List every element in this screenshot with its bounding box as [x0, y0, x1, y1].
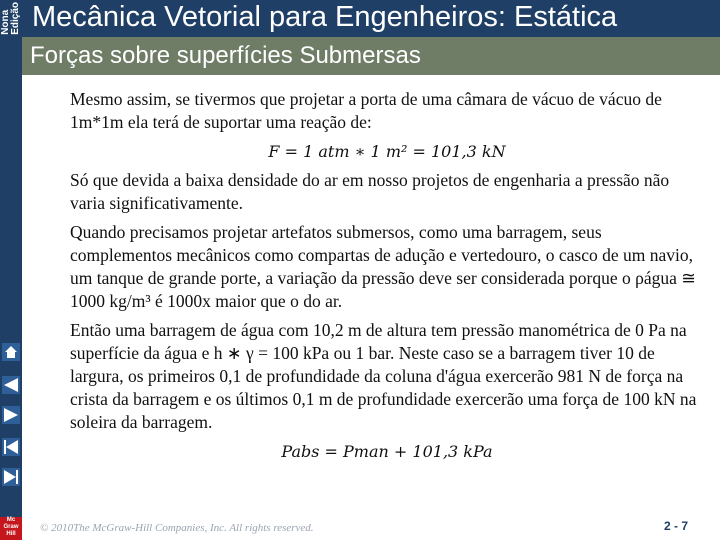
equation-2: Pabs = Pman + 101,3 kPa	[281, 442, 493, 461]
mcgraw-hill-logo	[0, 517, 22, 540]
left-sidebar	[0, 0, 22, 540]
last-icon[interactable]	[2, 468, 20, 486]
slide-content	[70, 88, 704, 469]
paragraph-2: Só que devida a baixa densidade do ar em nosso projetos de engenharia a pressão não varia significativamente.	[70, 170, 670, 213]
page-number: 2 - 7	[664, 519, 689, 533]
previous-icon[interactable]	[2, 376, 20, 394]
first-icon[interactable]	[2, 438, 20, 456]
paragraph-4: Então uma barragem de água com 10,2 m de altura tem pressão manométrica de 0 Pa na superfície da água e h ∗ γ = 100 kPa ou 1 bar. Neste caso se a barragem tiver 10 de largura, os primeiros 0,1 de profundidade da coluna d'água exercerão 981 N de força na crista da barragem e os últimos 0,1 m de profundidade exercerão uma força de 100 kN na soleira da barragem.	[70, 320, 697, 432]
edition-label	[0, 0, 22, 60]
copyright-footer: © 2010The McGraw-Hill Companies, Inc. All rights reserved.	[40, 522, 314, 534]
next-icon[interactable]	[2, 406, 20, 424]
paragraph-3: Quando precisamos projetar artefatos submersos, como uma barragem, seus complementos mecânicos como compartas de adução e vertedouro, o casco de um navio, um tanque de grande porte, a variação da pressão deve ser considerada porque o ρágua ≅ 1000 kg/m³ é 1000x maior que o do ar.	[70, 222, 696, 311]
home-icon[interactable]	[2, 343, 20, 361]
equation-1: F = 1 atm ∗ 1 m² = 101,3 kN	[268, 142, 506, 161]
slide-subheader	[22, 37, 720, 75]
slide-subtitle: Forças sobre superfícies Submersas	[30, 42, 421, 69]
logo-text: Mc Graw Hill	[3, 517, 19, 537]
slide-title: Mecânica Vetorial para Engenheiros: Estática	[32, 1, 618, 33]
edition-text: Nona Edição	[0, 2, 21, 35]
paragraph-1: Mesmo assim, se tivermos que projetar a porta de uma câmara de vácuo de vácuo de 1m*1m ela terá de suportar uma reação de:	[70, 89, 662, 132]
slide-header	[22, 0, 720, 37]
